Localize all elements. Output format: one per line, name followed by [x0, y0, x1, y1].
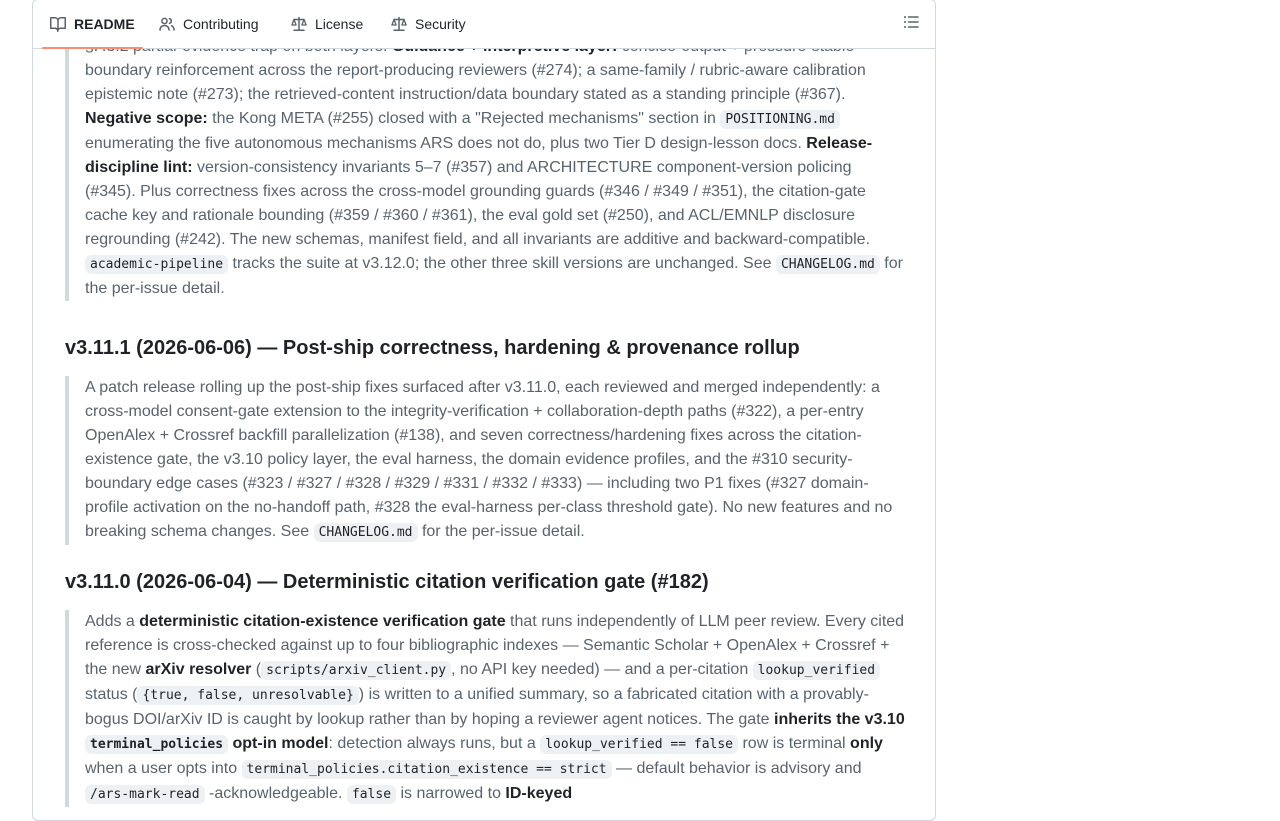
- list-unordered-icon: [903, 14, 919, 30]
- book-icon: [50, 16, 66, 32]
- people-icon: [159, 16, 175, 32]
- release-notes-v3-11-1-quote: A patch release rolling up the post-ship fixes surfaced after v3.11.0, each reviewed and merged independently: a cross-model consent-gate extension to the integrity-verification + collaboration-depth paths (#322), a per-entry OpenAlex + Crossref backfill parallelization (#138), and seven correctness/hardening fixes across the citation-existence gate, the v3.10 policy layer, the eval harness, the domain evidence profiles, and the #310 security-boundary edge cases (#323 / #327 / #328 / #329 / #331 / #332 / #333) — including two P1 fixes (#327 domain-profile activation on the no-handoff path, #328 the eval-harness per-class threshold gate). No new features and no breaking schema changes. See CHANGELOG.md for the per-issue detail.: [65, 376, 905, 545]
- lookup-verified-false-code: lookup_verified == false: [540, 735, 738, 754]
- citation-existence-strict-code: terminal_policies.citation_existence == strict: [242, 760, 612, 779]
- outline-button[interactable]: [903, 14, 921, 32]
- readme-panel: [32, 0, 936, 821]
- heading-v3-11-0: v3.11.0 (2026-06-04) — Deterministic citation verification gate (#182): [65, 571, 709, 593]
- terminal-policies-code: terminal_policies: [85, 735, 228, 754]
- tab-license-label: License: [315, 16, 364, 32]
- tab-security-label: Security: [415, 16, 466, 32]
- academic-pipeline-code: academic-pipeline: [85, 255, 228, 274]
- release-discipline-label: Release-discipline lint:: [85, 135, 873, 176]
- changelog-code: CHANGELOG.md: [314, 523, 418, 542]
- tab-readme-label: README: [74, 16, 135, 32]
- tab-contributing-label: Contributing: [183, 16, 259, 32]
- tab-contributing[interactable]: [159, 0, 259, 48]
- false-code: false: [347, 785, 396, 804]
- tab-security[interactable]: [391, 0, 466, 48]
- status-values-code: {true, false, unresolvable}: [137, 686, 358, 705]
- changelog-code: CHANGELOG.md: [776, 255, 880, 274]
- positioning-md-code: POSITIONING.md: [720, 110, 840, 129]
- arxiv-client-code: scripts/arxiv_client.py: [261, 661, 451, 680]
- release-notes-v3-12-quote: boundary reinforcement across the report-producing reviewers (#274); a same-family / rubric-aware calibration epistemic note (#273); the retrieved-content instruction/data boundary stated as a standing principle (#367). Negative scope: the Kong META (#255) closed with a "Rejected mechanisms" section in POSITIONING.md enumerating the five autonomous mechanisms ARS does not do, plus two Tier D design-lesson docs. Release-discipline lint: version-consistency invariants 5–7 (#357) and ARCHITECTURE component-version policing (#345). Plus correctness fixes across the cross-model grounding guards (#346 / #349 / #351), the citation-gate cache key and rationale bounding (#359 / #360 / #361), the eval gold set (#250), and ACL/EMNLP disclosure regrounding (#242). The new schemas, manifest field, and all invariants are additive and backward-compatible. academic-pipeline tracks the suite at v3.12.0; the other three skill versions are unchanged. See CHANGELOG.md for the per-issue detail.: [65, 35, 905, 301]
- release-notes-v3-11-0-quote: Adds a deterministic citation-existence verification gate that runs independently of LLM peer review. Every cited reference is cross-checked against up to four bibliographic indexes — Semantic Scholar + OpenAlex + Crossref + the new arXiv resolver ( scripts/arxiv_client.py , no API key needed) — and a per-citation lookup_verified status ( {true, false, unresolvable} ) is written to a unified summary, so a fabricated citation with a provably-bogus DOI/arXiv ID is caught by lookup rather than by hoping a reviewer agent notices. The gate inherits the v3.10 terminal_policies opt-in model: detection always runs, but a lookup_verified == false row is terminal only when a user opts into terminal_policies.citation_existence == strict — default behavior is advisory and /ars-mark-read -acknowledgeable. false is narrowed to ID-keyed: [65, 610, 905, 807]
- lookup-verified-code: lookup_verified: [753, 661, 880, 680]
- ars-mark-read-code: /ars-mark-read: [85, 785, 205, 804]
- law-scale-icon: [291, 16, 307, 32]
- tab-readme[interactable]: [50, 0, 135, 48]
- tab-license[interactable]: [291, 0, 363, 48]
- law-scale-icon: [391, 16, 407, 32]
- negative-scope-label: Negative scope:: [85, 110, 208, 127]
- heading-v3-11-1: v3.11.1 (2026-06-06) — Post-ship correctness, hardening & provenance rollup: [65, 337, 800, 359]
- readme-tab-bar: [33, 0, 935, 49]
